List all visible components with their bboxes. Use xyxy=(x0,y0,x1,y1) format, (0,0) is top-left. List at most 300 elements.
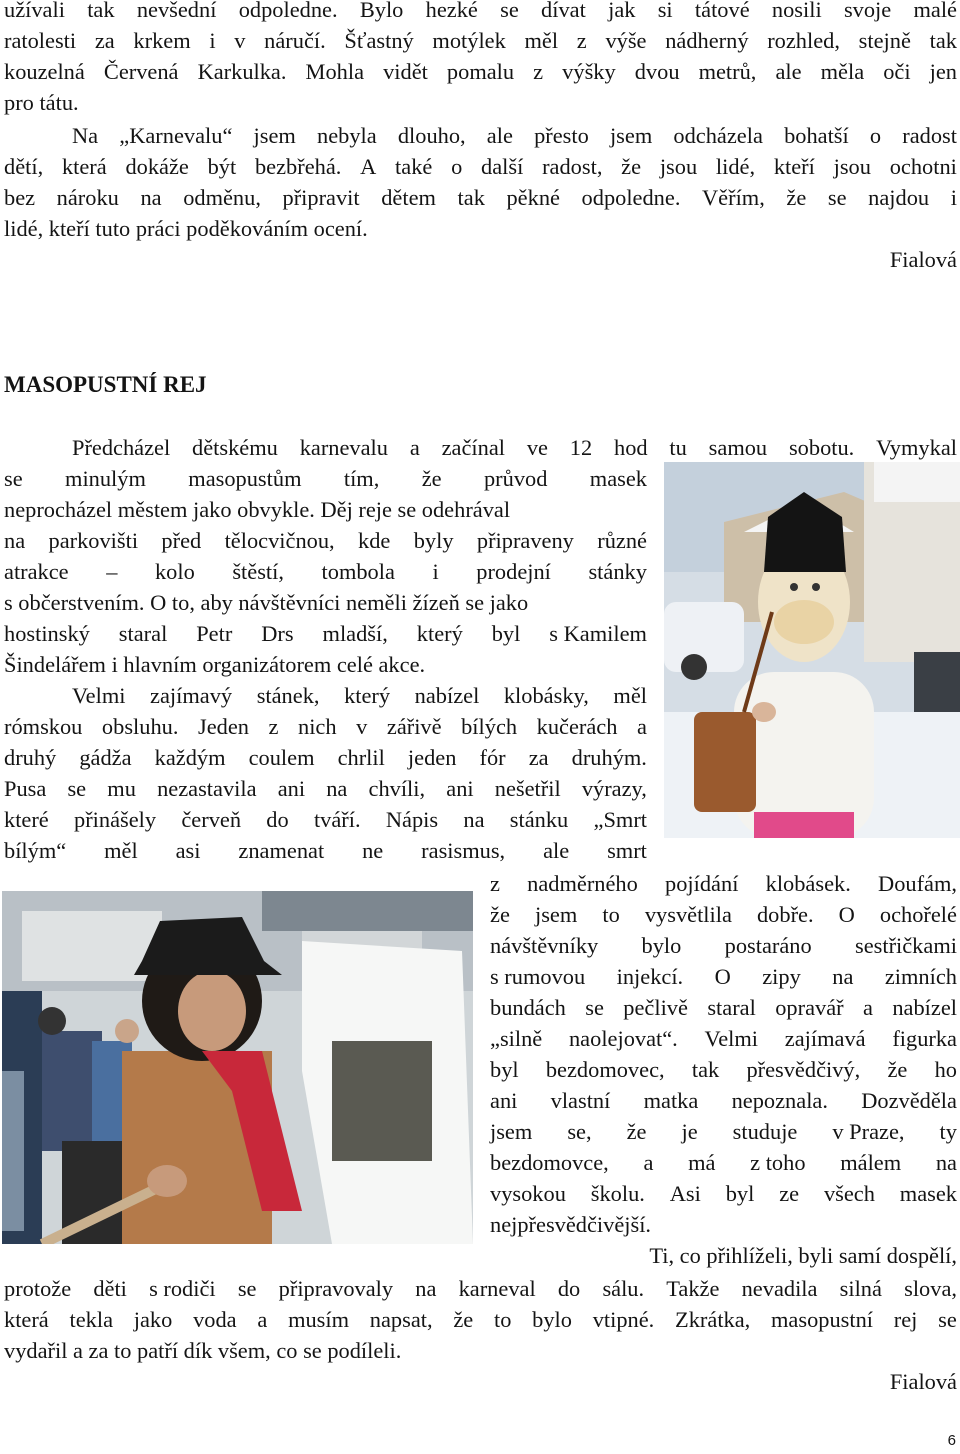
word: injekcí. xyxy=(616,964,684,989)
word: Doufám, xyxy=(878,871,957,896)
word: jsem xyxy=(490,1119,533,1144)
word: asi xyxy=(175,838,201,863)
word: masopustní xyxy=(771,1307,874,1332)
word: radost xyxy=(902,123,957,148)
word: za xyxy=(94,28,115,53)
word: stánky xyxy=(588,559,647,584)
word: má xyxy=(688,1150,716,1175)
word: nich xyxy=(298,714,337,739)
word: O xyxy=(838,902,855,927)
word: 12 xyxy=(569,435,593,460)
word: také xyxy=(395,154,433,179)
word: voda xyxy=(193,1307,237,1332)
word: kolo xyxy=(154,559,195,584)
article-right-line-3 xyxy=(490,930,957,961)
word: Takže xyxy=(666,1276,720,1301)
paragraph1-line2 xyxy=(4,25,957,56)
word: málem xyxy=(840,1150,902,1175)
word: Předcházel xyxy=(72,435,171,460)
word: na xyxy=(140,185,162,210)
word: ale xyxy=(775,59,802,84)
word: hezké xyxy=(425,0,478,22)
word: zajímavý xyxy=(150,683,233,708)
article-closing-line-4: vydařil a za to patří dík všem, co se podíleli. xyxy=(4,1338,402,1363)
word: zajímavá xyxy=(784,1026,866,1051)
word: coulem xyxy=(248,745,315,770)
word: tělocvičnou, xyxy=(224,528,335,553)
word: se xyxy=(827,185,847,210)
word: bezdomovec, xyxy=(545,1057,665,1082)
word: z toho xyxy=(750,1150,806,1175)
word: obsluhu. xyxy=(101,714,179,739)
word: karneval xyxy=(458,1276,536,1301)
word: prodejní xyxy=(476,559,551,584)
word: Šťastný xyxy=(344,28,414,53)
word: silná xyxy=(839,1276,882,1301)
word: ne xyxy=(362,838,384,863)
article-line-13 xyxy=(4,804,647,835)
word: vidět xyxy=(383,59,428,84)
word: tak xyxy=(87,0,115,22)
word: o xyxy=(451,154,463,179)
word: matka xyxy=(643,1088,699,1113)
word: Zkrátka, xyxy=(675,1307,751,1332)
word: nabízel xyxy=(414,683,480,708)
word: vtipné. xyxy=(592,1307,655,1332)
article-closing-line-1: Ti, co přihlíželi, byli samí dospělí, xyxy=(649,1243,957,1268)
word: jsou xyxy=(833,154,871,179)
word: odcházela xyxy=(673,123,763,148)
word: že xyxy=(421,466,442,491)
word: stánek, xyxy=(256,683,320,708)
word: nádherný xyxy=(665,28,749,53)
word: tu xyxy=(669,435,687,460)
word: každým xyxy=(154,745,226,770)
word: a xyxy=(409,435,420,460)
article-line-6: s občerstvením. O to, aby návštěvníci neměli žízeň se jako xyxy=(4,590,529,615)
word: začínal xyxy=(441,435,505,460)
word: napsat, xyxy=(369,1307,433,1332)
word: gádža xyxy=(79,745,132,770)
word: s rumovou xyxy=(490,964,586,989)
word: bílých xyxy=(461,714,518,739)
word: na xyxy=(326,776,348,801)
article-right-line-10 xyxy=(490,1147,957,1178)
word: do xyxy=(266,807,289,832)
word: v xyxy=(356,714,368,739)
word: opravář xyxy=(775,995,844,1020)
word: stejně xyxy=(858,28,911,53)
word: malé xyxy=(913,0,957,22)
word: je xyxy=(681,1119,698,1144)
word: sestřičkami xyxy=(854,933,957,958)
word: bylo xyxy=(641,933,682,958)
word: z xyxy=(533,59,544,84)
word: bundách xyxy=(490,995,566,1020)
word: děti xyxy=(93,1276,127,1301)
word: odpoledne. xyxy=(581,185,681,210)
word: pojídání xyxy=(665,871,739,896)
word: užívali xyxy=(4,0,65,22)
word: na xyxy=(415,1276,437,1301)
word: kučerách xyxy=(536,714,618,739)
word: nevadila xyxy=(741,1276,818,1301)
word: rozhled, xyxy=(767,28,840,53)
word: si xyxy=(657,0,673,22)
word: ho xyxy=(934,1057,957,1082)
word: naolejovat“. xyxy=(568,1026,678,1051)
word: Bylo xyxy=(359,0,404,22)
word: dětskému xyxy=(192,435,278,460)
word: znamenat xyxy=(238,838,325,863)
word: dokáže xyxy=(125,154,189,179)
word: nešetřil xyxy=(494,776,561,801)
article-line-14 xyxy=(4,835,647,866)
paragraph2-line1 xyxy=(72,120,957,151)
word: na xyxy=(832,964,854,989)
word: Červená xyxy=(103,59,179,84)
word: dětí, xyxy=(4,154,44,179)
word: jen xyxy=(929,59,957,84)
word: byly xyxy=(413,528,454,553)
article-line-12 xyxy=(4,773,647,804)
word: Nápis xyxy=(385,807,439,832)
word: byl xyxy=(491,621,521,646)
word: se xyxy=(585,995,604,1020)
word: před xyxy=(161,528,202,553)
article-right-line-11 xyxy=(490,1178,957,1209)
word: bohatší xyxy=(784,123,849,148)
word: která xyxy=(61,154,107,179)
article-title: MASOPUSTNÍ REJ xyxy=(4,372,207,397)
word: bylo xyxy=(532,1307,572,1332)
word: jako xyxy=(133,1307,173,1332)
word: a xyxy=(863,995,873,1020)
word: že xyxy=(621,154,642,179)
word: z xyxy=(268,714,279,739)
word: Velmi xyxy=(72,683,126,708)
word: nadměrného xyxy=(527,871,638,896)
word: bez xyxy=(4,185,36,210)
word: ale xyxy=(543,838,570,863)
word: na xyxy=(935,1150,957,1175)
word: přinášely xyxy=(74,807,157,832)
word: měl xyxy=(104,838,138,863)
word: mu xyxy=(107,776,136,801)
word: za xyxy=(528,745,549,770)
word: masopustům xyxy=(188,466,302,491)
word: Petr xyxy=(196,621,233,646)
word: sálu. xyxy=(602,1276,645,1301)
article-line-7 xyxy=(4,618,647,649)
word: musím xyxy=(288,1307,350,1332)
word: dětem xyxy=(381,185,436,210)
word: byl xyxy=(490,1057,519,1082)
article-line-10 xyxy=(4,711,647,742)
article-right-line-12: nejpřesvědčivější. xyxy=(490,1212,652,1237)
word: „silně xyxy=(490,1026,543,1051)
paragraph2-line2 xyxy=(4,151,957,182)
word: pečlivě xyxy=(623,995,688,1020)
word: Věřím, xyxy=(702,185,765,210)
article-closing-line-2 xyxy=(4,1273,957,1304)
word: připravovaly xyxy=(278,1276,394,1301)
word: karnevalu xyxy=(299,435,388,460)
word: i xyxy=(950,185,957,210)
signature: Fialová xyxy=(889,247,957,272)
word: nezastavila xyxy=(157,776,257,801)
word: s Kamilem xyxy=(549,621,647,646)
word: různé xyxy=(597,528,647,553)
word: se xyxy=(67,776,87,801)
word: „Karnevalu“ xyxy=(119,123,233,148)
word: hostinský xyxy=(4,621,90,646)
word: z xyxy=(576,28,587,53)
word: být xyxy=(207,154,237,179)
word: ani xyxy=(490,1088,518,1113)
word: výše xyxy=(605,28,647,53)
word: tátové xyxy=(694,0,750,22)
word: slova, xyxy=(904,1276,957,1301)
word: náručí. xyxy=(264,28,326,53)
word: přesto xyxy=(534,123,589,148)
word: radost, xyxy=(542,154,603,179)
word: tváří. xyxy=(313,807,361,832)
article-line-3: neprocházel městem jako obvykle. Děj reje se odehrával xyxy=(4,497,511,522)
article-line-1 xyxy=(72,432,957,463)
article-right-line-9 xyxy=(490,1116,957,1147)
word: Karkulka. xyxy=(197,59,287,84)
article-right-line-7 xyxy=(490,1054,957,1085)
word: figurka xyxy=(892,1026,957,1051)
article-line-5 xyxy=(4,556,647,587)
word: a xyxy=(636,714,647,739)
word: oči xyxy=(883,59,911,84)
word: metrů, xyxy=(698,59,757,84)
word: na xyxy=(463,807,485,832)
article-right-line-4 xyxy=(490,961,957,992)
word: se, xyxy=(567,1119,592,1144)
word: který xyxy=(344,683,391,708)
word: sobotu. xyxy=(788,435,855,460)
word: chrlil xyxy=(337,745,385,770)
word: rómskou xyxy=(4,714,83,739)
word: tak xyxy=(929,28,957,53)
word: měl xyxy=(613,683,647,708)
word: do xyxy=(557,1276,581,1301)
word: byl xyxy=(725,1181,755,1206)
word: že xyxy=(626,1119,647,1144)
word: Jeden xyxy=(197,714,249,739)
word: nosili xyxy=(771,0,822,22)
word: kde xyxy=(358,528,391,553)
word: školu. xyxy=(590,1181,645,1206)
article-right-line-1 xyxy=(490,868,957,899)
word: jsou xyxy=(659,154,698,179)
word: druhým. xyxy=(571,745,647,770)
word: který xyxy=(416,621,463,646)
word: že xyxy=(887,1057,908,1082)
word: Drs xyxy=(261,621,294,646)
article-right-line-8 xyxy=(490,1085,957,1116)
word: bezbřehá. xyxy=(254,154,342,179)
word: studuje xyxy=(732,1119,798,1144)
word: která xyxy=(4,1307,49,1332)
word: pomalu xyxy=(446,59,515,84)
word: z xyxy=(490,871,500,896)
word: minulým xyxy=(65,466,146,491)
word: štěstí, xyxy=(232,559,284,584)
word: dlouho, xyxy=(397,123,466,148)
word: jsem xyxy=(534,902,578,927)
word: ty xyxy=(939,1119,957,1144)
word: vysvětlila xyxy=(644,902,732,927)
word: staral xyxy=(118,621,168,646)
word: „Smrt xyxy=(593,807,647,832)
word: O xyxy=(714,964,731,989)
word: tak xyxy=(691,1057,720,1082)
article-right-line-5 xyxy=(490,992,957,1023)
word: mladší, xyxy=(322,621,388,646)
word: se xyxy=(500,0,519,22)
word: parkovišti xyxy=(48,528,139,553)
word: lidé, xyxy=(715,154,756,179)
word: Na xyxy=(72,123,99,148)
word: motýlek xyxy=(432,28,506,53)
article-signature: Fialová xyxy=(889,1369,957,1394)
word: ani xyxy=(446,776,474,801)
article-closing-line-3 xyxy=(4,1304,957,1335)
word: atrakce xyxy=(4,559,69,584)
word: i xyxy=(209,28,216,53)
word: zipy xyxy=(762,964,801,989)
word: zářivě xyxy=(386,714,442,739)
word: – xyxy=(106,559,118,584)
word: nároku xyxy=(56,185,119,210)
word: ani xyxy=(277,776,306,801)
word: které xyxy=(4,807,49,832)
word: masek xyxy=(899,1181,957,1206)
word: v xyxy=(234,28,246,53)
word: zimních xyxy=(884,964,957,989)
word: návštěvníky xyxy=(490,933,599,958)
word: klobásky, xyxy=(503,683,589,708)
article-right-line-2 xyxy=(490,899,957,930)
word: Dozvěděla xyxy=(861,1088,957,1113)
word: rasismus, xyxy=(421,838,506,863)
word: měla xyxy=(820,59,865,84)
word: postaráno xyxy=(724,933,812,958)
word: jsem xyxy=(253,123,296,148)
word: bezdomovce, xyxy=(490,1150,609,1175)
word: jsem xyxy=(609,123,653,148)
word: Asi xyxy=(669,1181,701,1206)
article-line-2 xyxy=(4,463,647,494)
word: druhý xyxy=(4,745,57,770)
article-line-8: Šindelářem i hlavním organizátorem celé akce. xyxy=(4,652,426,677)
word: i xyxy=(432,559,439,584)
word: měl xyxy=(524,28,559,53)
word: připravit xyxy=(282,185,360,210)
word: kouzelná xyxy=(4,59,85,84)
word: přesvědčivý, xyxy=(746,1057,861,1082)
word: pěkné xyxy=(506,185,560,210)
word: svoje xyxy=(843,0,892,22)
word: fór xyxy=(479,745,506,770)
word: tekla xyxy=(69,1307,114,1332)
word: klobásek. xyxy=(765,871,851,896)
paragraph2-line3 xyxy=(4,182,957,213)
word: tak xyxy=(457,185,485,210)
word: smrt xyxy=(607,838,647,863)
word: dívat xyxy=(541,0,586,22)
word: a xyxy=(257,1307,268,1332)
word: tombola xyxy=(321,559,395,584)
word: ochořelé xyxy=(879,902,957,927)
word: se xyxy=(938,1307,957,1332)
word: připraveny xyxy=(476,528,574,553)
word: ze xyxy=(779,1181,800,1206)
word: to xyxy=(602,902,620,927)
word: rej xyxy=(893,1307,918,1332)
word: další xyxy=(481,154,524,179)
article-line-4 xyxy=(4,525,647,556)
word: dvou xyxy=(634,59,680,84)
word: nevšední xyxy=(136,0,217,22)
word: ve xyxy=(526,435,548,460)
word: výšky xyxy=(562,59,616,84)
word: vlastní xyxy=(550,1088,611,1113)
word: Vymykal xyxy=(876,435,957,460)
word: ale xyxy=(486,123,513,148)
word: a xyxy=(643,1150,654,1175)
word: samou xyxy=(708,435,768,460)
word: nebyla xyxy=(317,123,377,148)
word: staral xyxy=(707,995,756,1020)
word: tím, xyxy=(343,466,380,491)
word: kteří xyxy=(773,154,815,179)
article-line-9 xyxy=(72,680,647,711)
paragraph1-line4: pro tátu. xyxy=(4,90,79,115)
word: odměnu, xyxy=(183,185,261,210)
word: Velmi xyxy=(704,1026,759,1051)
word: nepoznala. xyxy=(731,1088,828,1113)
article-line-11 xyxy=(4,742,647,773)
word: v Praze, xyxy=(832,1119,905,1144)
word: že xyxy=(453,1307,474,1332)
word: krkem xyxy=(133,28,191,53)
word: ratolesti xyxy=(4,28,77,53)
word: výrazy, xyxy=(581,776,647,801)
word: všech xyxy=(823,1181,875,1206)
word: že xyxy=(786,185,807,210)
word: se xyxy=(4,466,23,491)
word: najdou xyxy=(868,185,930,210)
word: protože xyxy=(4,1276,72,1301)
word: dobře. xyxy=(756,902,814,927)
word: jak xyxy=(608,0,636,22)
word: Mohla xyxy=(305,59,365,84)
word: masek xyxy=(589,466,647,491)
word: jeden xyxy=(407,745,457,770)
word: se xyxy=(237,1276,257,1301)
photo-homeless-costume xyxy=(2,891,473,1244)
word: vysokou xyxy=(490,1181,566,1206)
paragraph1-line1 xyxy=(4,0,957,25)
word: o xyxy=(869,123,882,148)
word: to xyxy=(493,1307,512,1332)
word: na xyxy=(4,528,26,553)
